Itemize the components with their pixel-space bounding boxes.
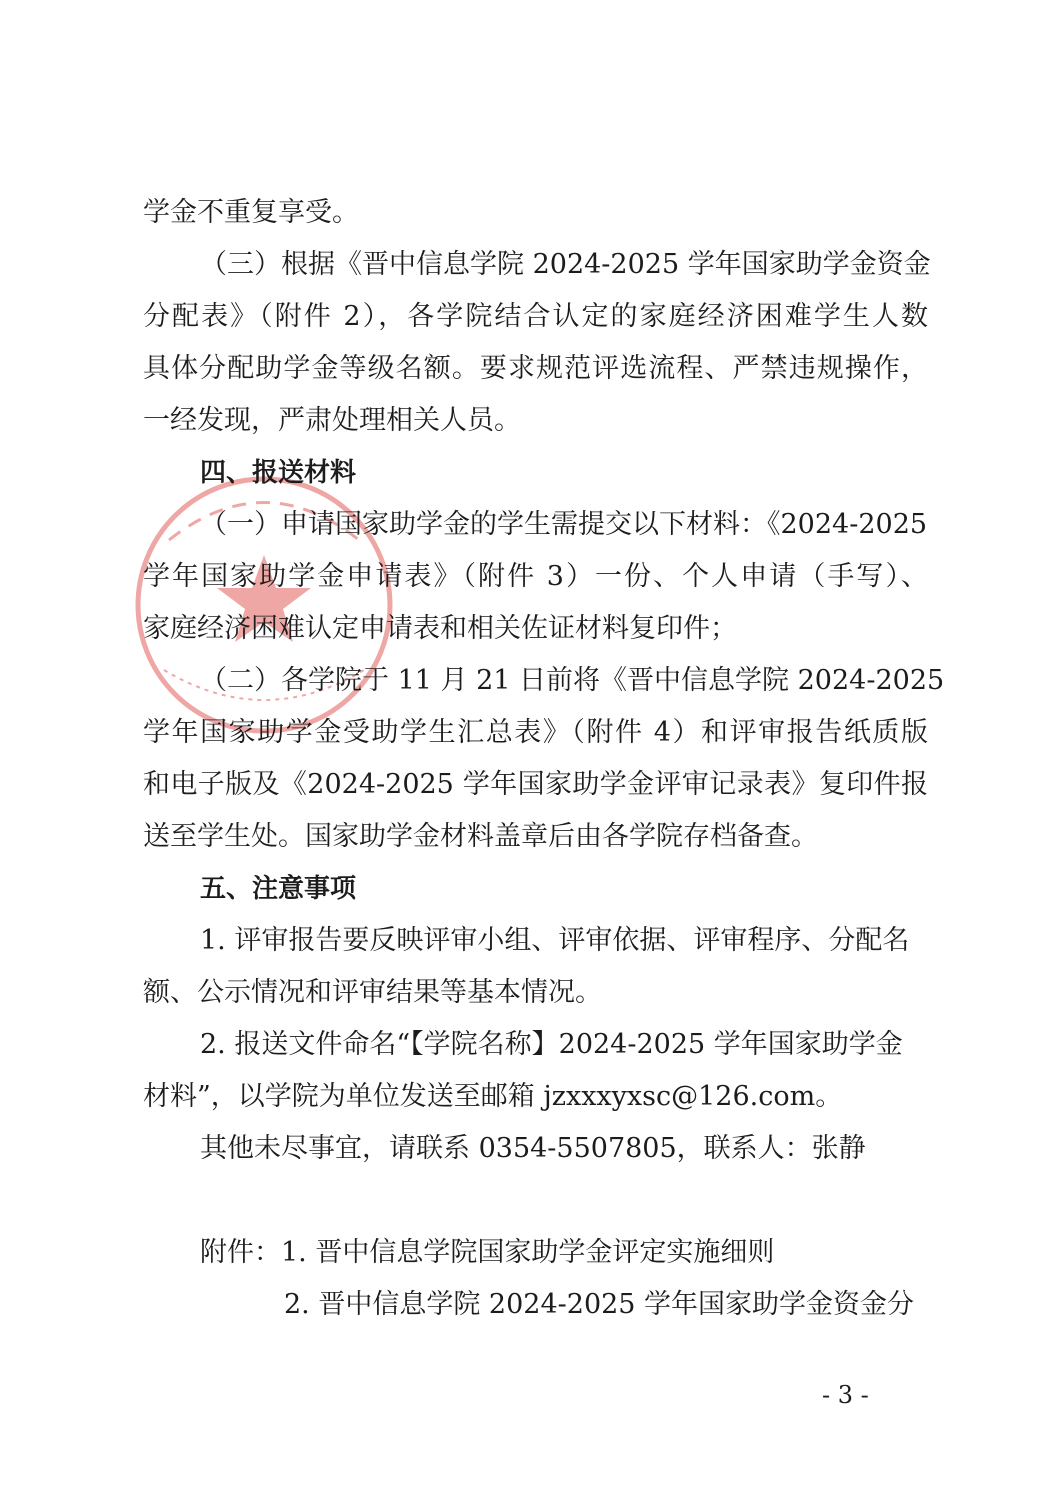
body-line: 学金不重复享受。 (143, 197, 359, 228)
body-line: 1. 评审报告要反映评审小组、评审依据、评审程序、分配名 (200, 925, 910, 956)
body-line: 家庭经济困难认定申请表和相关佐证材料复印件； (143, 613, 737, 644)
body-line: 和电子版及《2024-2025 学年国家助学金评审记录表》复印件报 (143, 769, 928, 800)
body-line: （三）根据《晋中信息学院 2024-2025 学年国家助学金资金 (200, 249, 931, 280)
section-heading: 四、报送材料 (200, 458, 357, 488)
body-line: 学年国家助学金申请表》（附件 3）一份、个人申请（手写）、 (143, 561, 928, 592)
attachment-line: 附件：1. 晋中信息学院国家助学金评定实施细则 (200, 1237, 775, 1268)
body-line: 送至学生处。国家助学金材料盖章后由各学院存档备查。 (143, 821, 818, 852)
body-line: 其他未尽事宜，请联系 0354-5507805，联系人：张静 (200, 1133, 866, 1164)
body-line: 学年国家助学金受助学生汇总表》（附件 4）和评审报告纸质版 (143, 717, 928, 748)
section-heading: 五、注意事项 (200, 874, 357, 904)
body-line: 一经发现，严肃处理相关人员。 (143, 405, 521, 436)
body-line: 具体分配助学金等级名额。要求规范评选流程、严禁违规操作， (143, 353, 928, 384)
page-number: - 3 - (822, 1381, 869, 1409)
body-line: 额、公示情况和评审结果等基本情况。 (143, 977, 602, 1008)
body-line: 材料”，以学院为单位发送至邮箱 jzxxxyxsc@126.com。 (143, 1081, 843, 1112)
body-line: 2. 报送文件命名“【学院名称】2024-2025 学年国家助学金 (200, 1029, 903, 1060)
attachment-line: 2. 晋中信息学院 2024-2025 学年国家助学金资金分 (284, 1289, 915, 1320)
body-line: （二）各学院于 11 月 21 日前将《晋中信息学院 2024-2025 (200, 665, 945, 696)
body-line: 分配表》（附件 2），各学院结合认定的家庭经济困难学生人数 (143, 301, 928, 332)
body-line: （一）申请国家助学金的学生需提交以下材料：《2024-2025 (200, 509, 928, 540)
